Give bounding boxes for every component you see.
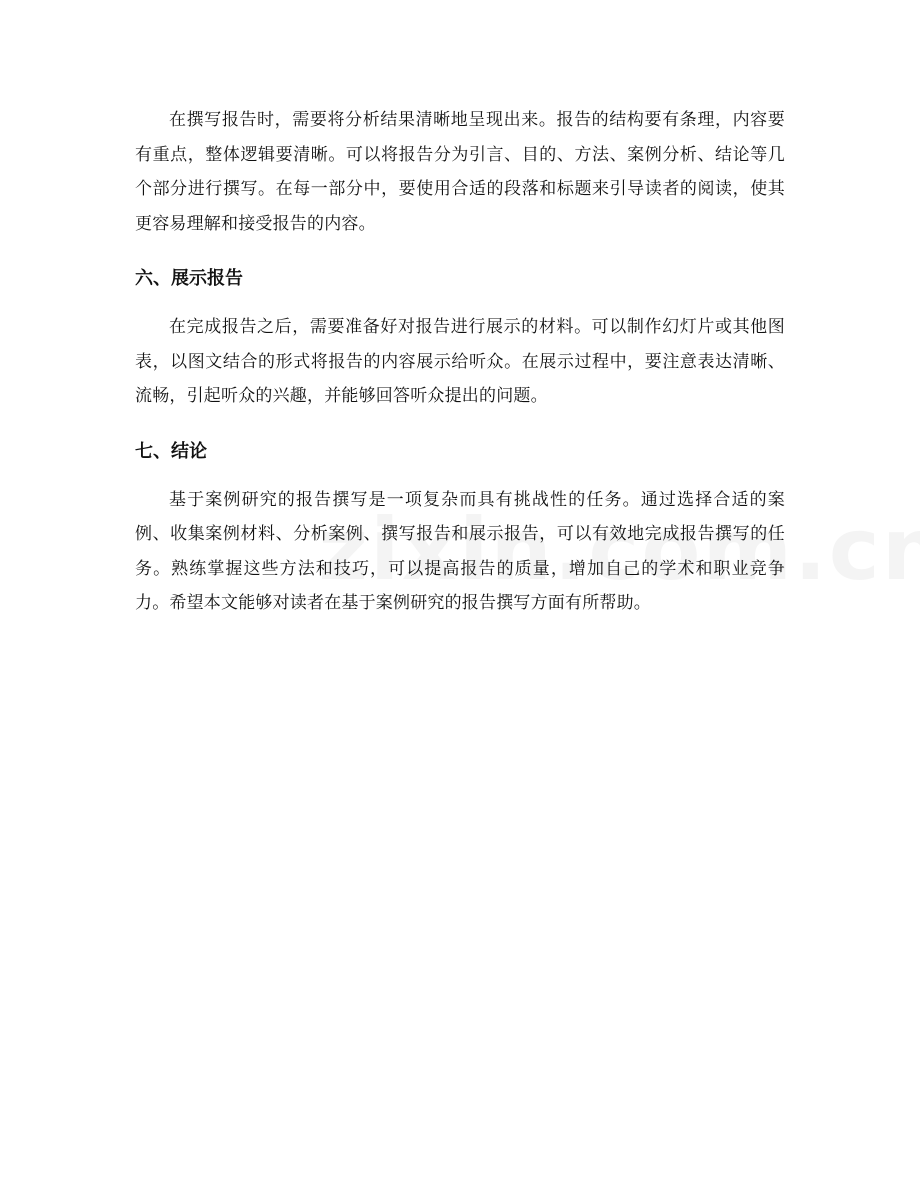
paragraph-report-writing: 在撰写报告时，需要将分析结果清晰地呈现出来。报告的结构要有条理，内容要有重点，整体逻辑要清晰。可以将报告分为引言、目的、方法、案例分析、结论等几个部分进行撰写。在每一部分中，要使用合适的段落和标题来引导读者的阅读，使其更容易理解和接受报告的内容。 (135, 110, 785, 234)
heading-present-report: 六、展示报告 (135, 268, 243, 289)
paragraph-present-report: 在完成报告之后，需要准备好对报告进行展示的材料。可以制作幻灯片或其他图表，以图文结合的形式将报告的内容展示给听众。在展示过程中，要注意表达清晰、流畅，引起听众的兴趣，并能够回答听众提出的问题。 (135, 317, 785, 406)
document-body (135, 103, 785, 621)
paragraph-conclusion: 基于案例研究的报告撰写是一项复杂而具有挑战性的任务。通过选择合适的案例、收集案例材料、分析案例、撰写报告和展示报告，可以有效地完成报告撰写的任务。熟练掌握这些方法和技巧，可以提高报告的质量，增加自己的学术和职业竞争力。希望本文能够对读者在基于案例研究的报告撰写方面有所帮助。 (135, 489, 785, 613)
heading-conclusion: 七、结论 (135, 440, 207, 462)
